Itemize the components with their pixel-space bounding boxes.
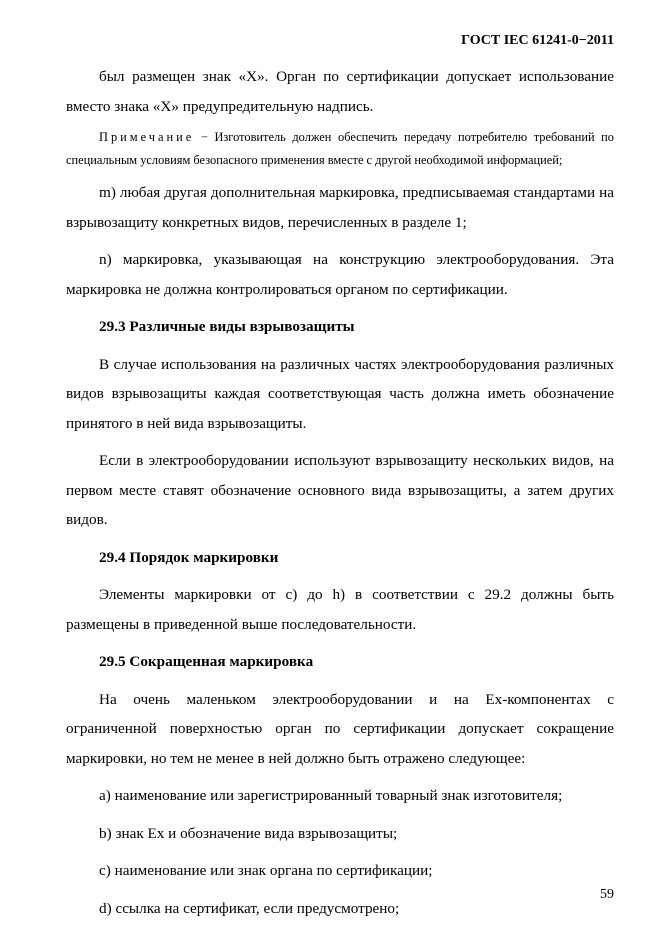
paragraph-marking-x: был размещен знак «X». Орган по сертификации допускает использование вместо знака «X» предупредительную надпись. (66, 68, 614, 115)
section-heading-29-4: 29.4 Порядок маркировки (99, 548, 279, 566)
note-text: Изготовитель должен обеспечить передачу потребителю требований по специальным условиям безопасного применения вместе с другой необходимой информацией; (66, 130, 614, 167)
section-heading-29-3: 29.3 Различные виды взрывозащиты (99, 318, 355, 335)
list-item-n: n) маркировка, указывающая на конструкцию электрооборудования. Эта маркировка не должна контролироваться органом по сертификации. (66, 251, 614, 298)
list-item-m: m) любая другая дополнительная маркировка, предписываемая стандартами на взрывозащиту конкретных видов, перечисленных в разделе 1; (66, 184, 614, 231)
paragraph-29-5: На очень маленьком электрооборудовании и на Ex-компонентах с ограниченной поверхностью орган по сертификации допускает сокращение маркировки, но тем не менее в ней должно быть отражено следующее: (66, 690, 614, 767)
paragraph-29-3-a: В случае использования на различных частях электрооборудования различных видов взрывозащиты каждая соответствующая часть должна иметь обозначение принятого в ней вида взрывозащиты. (66, 355, 614, 432)
page-content (66, 62, 614, 923)
paragraph-29-3-b: Если в электрооборудовании используют взрывозащиту нескольких видов, на первом месте ставят обозначение основного вида взрывозащиты, а затем других видов. (66, 452, 614, 528)
note-dash: − (194, 130, 215, 144)
page-number: 59 (600, 887, 614, 902)
list-item-c: c) наименование или знак органа по сертификации; (99, 862, 433, 879)
list-item-a: a) наименование или зарегистрированный товарный знак изготовителя; (99, 787, 563, 804)
list-item-d: d) ссылка на сертификат, если предусмотрено; (99, 899, 400, 917)
standard-header: ГОСТ IEC 61241-0−2011 (461, 33, 614, 48)
note-paragraph (66, 126, 614, 172)
note-label: Примечание (99, 130, 195, 144)
list-item-b: b) знак Ex и обозначение вида взрывозащиты; (99, 824, 398, 842)
section-heading-29-5: 29.5 Сокращенная маркировка (99, 653, 314, 670)
paragraph-29-4: Элементы маркировки от c) до h) в соответствии с 29.2 должны быть размещены в приведенной выше последовательности. (66, 586, 614, 633)
